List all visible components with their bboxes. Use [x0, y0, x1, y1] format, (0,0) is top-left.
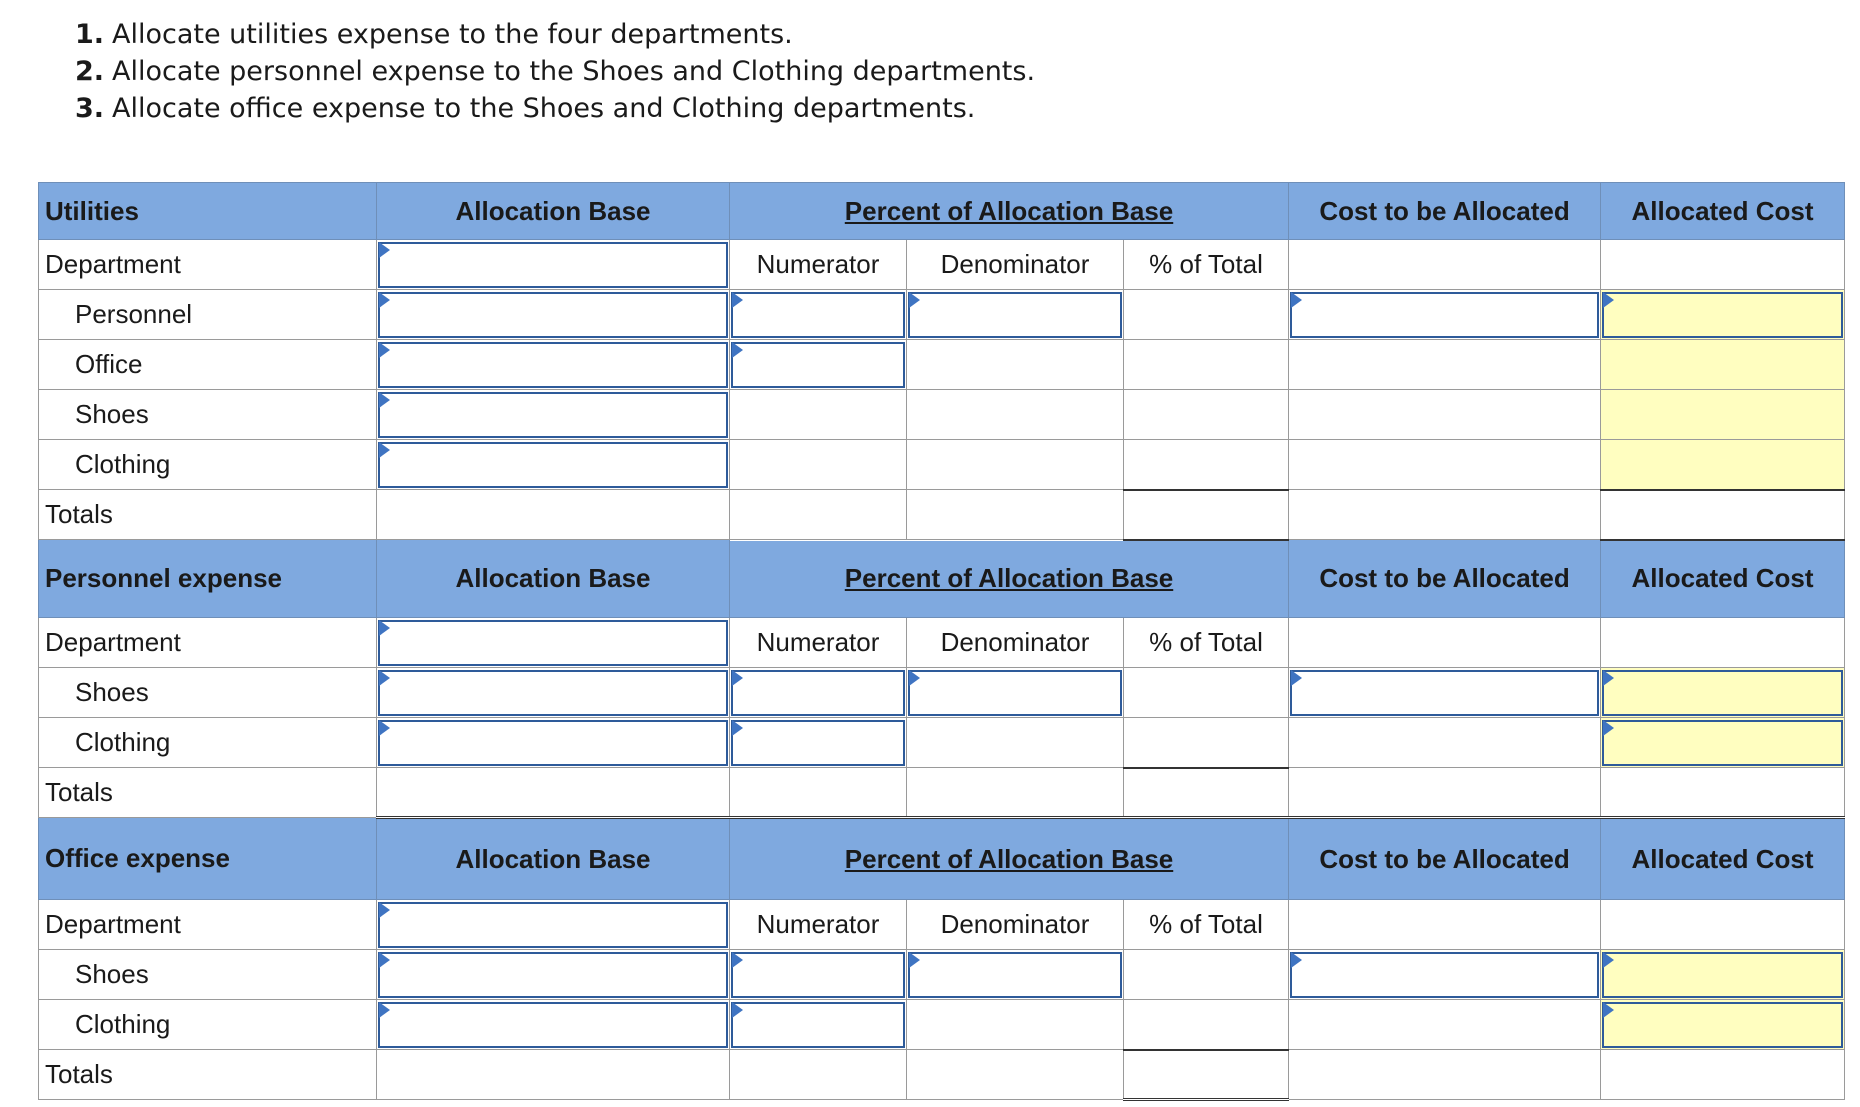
empty-cell — [1289, 340, 1601, 390]
personnel-allocation-base-name-input[interactable] — [378, 620, 728, 666]
empty-cell — [1124, 1000, 1289, 1050]
utilities-department-row — [39, 240, 1845, 290]
department-label: Department — [39, 618, 377, 668]
pct-of-total-cell — [1124, 950, 1289, 1000]
numerator-cell — [730, 668, 907, 718]
personnel-row-shoes — [39, 668, 1845, 718]
numerator-label: Numerator — [730, 240, 907, 290]
numerator-cell — [730, 1000, 907, 1050]
allocation-table — [38, 182, 1845, 1101]
allocated-cost-display — [1601, 340, 1845, 390]
empty-cell — [1289, 768, 1601, 818]
percent-allocation-base-header: Percent of Allocation Base — [730, 183, 1289, 240]
allocated-cost-input[interactable] — [1602, 720, 1843, 766]
personnel-base-name-cell — [377, 618, 730, 668]
cost-to-be-allocated-input[interactable] — [1290, 952, 1599, 998]
cost-to-be-allocated-header: Cost to be Allocated — [1289, 818, 1601, 900]
allocated-cost-cell — [1601, 668, 1845, 718]
empty-cell — [1289, 900, 1601, 950]
allocated-cost-input[interactable] — [1602, 1002, 1843, 1048]
utilities-row-office — [39, 340, 1845, 390]
instruction-1: 1. Allocate utilities expense to the four departments. — [74, 19, 793, 50]
totals-label: Totals — [39, 1050, 377, 1100]
numerator-cell — [730, 950, 907, 1000]
department-label: Department — [39, 900, 377, 950]
office-totals-row — [39, 1050, 1845, 1100]
cost-to-be-allocated-cell — [1289, 668, 1601, 718]
empty-cell — [1289, 618, 1601, 668]
totals-label: Totals — [39, 490, 377, 540]
cost-to-be-allocated-input[interactable] — [1290, 670, 1599, 716]
utilities-row-clothing — [39, 440, 1845, 490]
empty-cell — [1124, 768, 1289, 818]
row-label: Shoes — [39, 950, 377, 1000]
empty-cell — [907, 1050, 1124, 1100]
instructions-list — [66, 16, 1035, 127]
office-row-clothing — [39, 1000, 1845, 1050]
totals-label: Totals — [39, 768, 377, 818]
personnel-header-row — [39, 540, 1845, 618]
allocated-cost-display — [1601, 390, 1845, 440]
percent-allocation-base-header: Percent of Allocation Base — [730, 818, 1289, 900]
empty-cell — [730, 1050, 907, 1100]
allocation-base-header: Allocation Base — [377, 540, 730, 618]
personnel-totals-row — [39, 768, 1845, 818]
allocation-base-cell — [377, 440, 730, 490]
personnel-section-title: Personnel expense — [39, 540, 377, 618]
empty-cell — [1289, 240, 1601, 290]
pct-of-total-label: % of Total — [1124, 900, 1289, 950]
office-department-row — [39, 900, 1845, 950]
numerator-label: Numerator — [730, 900, 907, 950]
allocated-cost-cell — [1601, 1000, 1845, 1050]
empty-cell — [730, 390, 907, 440]
allocated-cost-input[interactable] — [1602, 670, 1843, 716]
empty-cell — [1601, 1050, 1845, 1100]
empty-cell — [1289, 1050, 1601, 1100]
row-label: Clothing — [39, 1000, 377, 1050]
utilities-row-shoes — [39, 390, 1845, 440]
numerator-cell — [730, 340, 907, 390]
empty-cell — [377, 768, 730, 818]
numerator-input[interactable] — [731, 670, 905, 716]
allocated-cost-input[interactable] — [1602, 952, 1843, 998]
cost-to-be-allocated-header: Cost to be Allocated — [1289, 183, 1601, 240]
denominator-input[interactable] — [908, 952, 1122, 998]
allocation-base-header: Allocation Base — [377, 818, 730, 900]
empty-cell — [1289, 490, 1601, 540]
utilities-header-row — [39, 183, 1845, 240]
row-label: Office — [39, 340, 377, 390]
denominator-cell — [907, 290, 1124, 340]
instruction-3: 3. Allocate office expense to the Shoes and Clothing departments. — [74, 93, 976, 124]
allocation-base-cell — [377, 340, 730, 390]
utilities-totals-row — [39, 490, 1845, 540]
allocation-base-input[interactable] — [378, 342, 728, 388]
empty-cell — [1124, 390, 1289, 440]
personnel-row-clothing — [39, 718, 1845, 768]
pct-of-total-label: % of Total — [1124, 240, 1289, 290]
allocation-base-input[interactable] — [378, 292, 728, 338]
denominator-input[interactable] — [908, 670, 1122, 716]
personnel-department-row — [39, 618, 1845, 668]
empty-cell — [1601, 900, 1845, 950]
allocated-cost-display — [1601, 440, 1845, 490]
allocated-cost-cell — [1601, 718, 1845, 768]
office-section-title: Office expense — [39, 818, 377, 900]
percent-allocation-base-header: Percent of Allocation Base — [730, 540, 1289, 618]
office-header-row — [39, 818, 1845, 900]
allocation-base-cell — [377, 290, 730, 340]
numerator-input[interactable] — [731, 1002, 905, 1048]
allocation-base-input[interactable] — [378, 1002, 728, 1048]
empty-cell — [1289, 1000, 1601, 1050]
allocated-cost-cell — [1601, 290, 1845, 340]
empty-cell — [730, 490, 907, 540]
denominator-input[interactable] — [908, 292, 1122, 338]
empty-cell — [1124, 718, 1289, 768]
empty-cell — [1124, 440, 1289, 490]
empty-cell — [907, 390, 1124, 440]
allocation-base-input[interactable] — [378, 720, 728, 766]
empty-cell — [1124, 1050, 1289, 1100]
allocated-cost-header: Allocated Cost — [1601, 540, 1845, 618]
pct-of-total-label: % of Total — [1124, 618, 1289, 668]
office-base-name-cell — [377, 900, 730, 950]
row-label: Clothing — [39, 718, 377, 768]
cost-to-be-allocated-cell — [1289, 290, 1601, 340]
row-label: Shoes — [39, 668, 377, 718]
allocation-base-input[interactable] — [378, 442, 728, 488]
empty-cell — [1601, 240, 1845, 290]
office-row-shoes — [39, 950, 1845, 1000]
numerator-input[interactable] — [731, 292, 905, 338]
empty-cell — [377, 490, 730, 540]
numerator-cell — [730, 718, 907, 768]
allocation-base-header: Allocation Base — [377, 183, 730, 240]
denominator-label: Denominator — [907, 900, 1124, 950]
pct-of-total-cell — [1124, 290, 1289, 340]
numerator-input[interactable] — [731, 342, 905, 388]
allocated-cost-cell — [1601, 950, 1845, 1000]
empty-cell — [907, 340, 1124, 390]
numerator-label: Numerator — [730, 618, 907, 668]
cost-to-be-allocated-header: Cost to be Allocated — [1289, 540, 1601, 618]
allocated-cost-header: Allocated Cost — [1601, 818, 1845, 900]
denominator-cell — [907, 668, 1124, 718]
empty-cell — [907, 490, 1124, 540]
utilities-section-title: Utilities — [39, 183, 377, 240]
empty-cell — [730, 768, 907, 818]
pct-of-total-cell — [1124, 668, 1289, 718]
empty-cell — [1289, 390, 1601, 440]
allocation-base-input[interactable] — [378, 392, 728, 438]
denominator-label: Denominator — [907, 618, 1124, 668]
allocation-base-cell — [377, 718, 730, 768]
row-label: Shoes — [39, 390, 377, 440]
utilities-base-name-cell — [377, 240, 730, 290]
allocation-base-cell — [377, 390, 730, 440]
row-label: Personnel — [39, 290, 377, 340]
empty-cell — [377, 1050, 730, 1100]
numerator-cell — [730, 290, 907, 340]
empty-cell — [1601, 490, 1845, 540]
numerator-input[interactable] — [731, 952, 905, 998]
numerator-input[interactable] — [731, 720, 905, 766]
row-label: Clothing — [39, 440, 377, 490]
empty-cell — [1124, 340, 1289, 390]
empty-cell — [1289, 440, 1601, 490]
empty-cell — [907, 440, 1124, 490]
allocation-base-input[interactable] — [378, 952, 728, 998]
instruction-2: 2. Allocate personnel expense to the Shoes and Clothing departments. — [74, 56, 1036, 87]
empty-cell — [1124, 490, 1289, 540]
allocation-base-cell — [377, 950, 730, 1000]
empty-cell — [1601, 618, 1845, 668]
denominator-cell — [907, 950, 1124, 1000]
empty-cell — [730, 440, 907, 490]
denominator-label: Denominator — [907, 240, 1124, 290]
cost-to-be-allocated-input[interactable] — [1290, 292, 1599, 338]
empty-cell — [907, 1000, 1124, 1050]
empty-cell — [907, 718, 1124, 768]
allocated-cost-input[interactable] — [1602, 292, 1843, 338]
empty-cell — [1601, 768, 1845, 818]
empty-cell — [907, 768, 1124, 818]
empty-cell — [1289, 718, 1601, 768]
cost-to-be-allocated-cell — [1289, 950, 1601, 1000]
allocation-base-cell — [377, 1000, 730, 1050]
utilities-allocation-base-name-input[interactable] — [378, 242, 728, 288]
department-label: Department — [39, 240, 377, 290]
utilities-row-personnel — [39, 290, 1845, 340]
allocation-base-input[interactable] — [378, 670, 728, 716]
allocation-base-cell — [377, 668, 730, 718]
allocated-cost-header: Allocated Cost — [1601, 183, 1845, 240]
office-allocation-base-name-input[interactable] — [378, 902, 728, 948]
